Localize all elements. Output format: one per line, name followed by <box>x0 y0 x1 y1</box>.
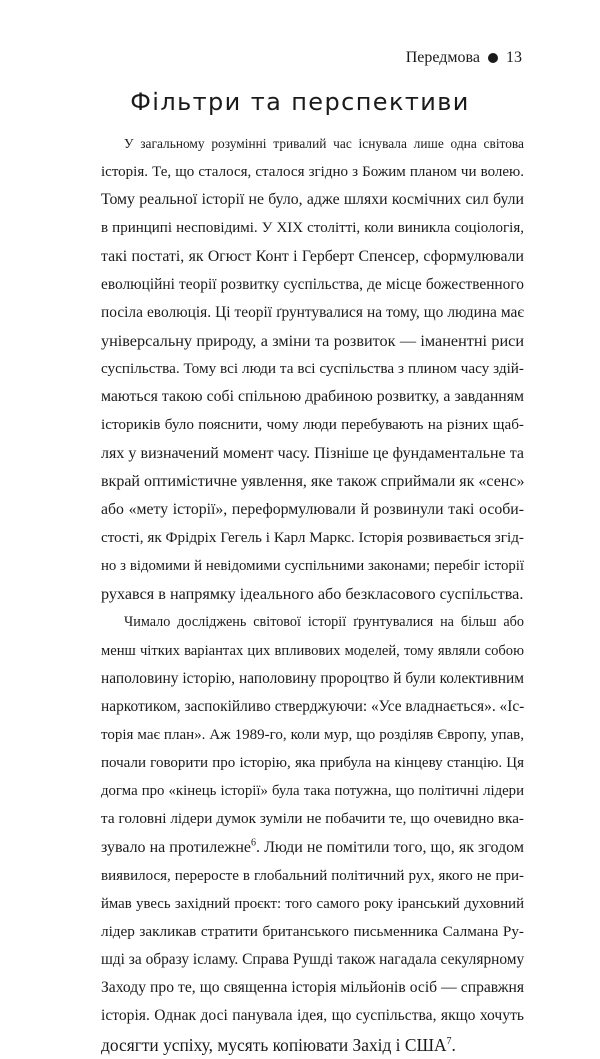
section-title: Передмова <box>405 49 480 66</box>
line-text: універсальну природу, а зміни та розвиток — іманентні риси <box>101 331 524 350</box>
text-line <box>101 834 524 862</box>
line-text-continued: . <box>451 1034 456 1055</box>
running-header <box>406 49 522 67</box>
line-text: такі постаті, як Огюст Конт і Герберт Спенсер, сформулювали <box>101 247 524 265</box>
text-line <box>101 862 524 890</box>
text-line <box>101 552 524 580</box>
text-line <box>101 946 524 974</box>
text-line <box>101 608 524 636</box>
text-line <box>101 721 524 749</box>
line-text: У загальному розумінні тривалий час існувала лише одна світова <box>124 136 524 151</box>
line-text: менш чітких варіантах цих впливових моделей, тому являли собою <box>101 642 524 659</box>
line-text: Тому реальної історії не було, адже шляхи космічних сил були <box>101 191 524 209</box>
line-text: еволюційні теорії розвитку суспільства, де місце божественного <box>101 275 524 293</box>
line-text: догма про «кінець історії» була така потужна, що політичні лідери <box>101 783 524 800</box>
text-line <box>101 580 524 608</box>
bullet-dot-icon <box>488 53 498 63</box>
text-line <box>101 468 524 496</box>
line-text: історія. Те, що сталося, сталося згідно з Божим планом чи волею. <box>101 164 524 181</box>
footnote-marker: 7 <box>446 1035 452 1047</box>
text-line <box>101 777 524 805</box>
line-text: маються такою собі спільною драбиною розвитку, а завданням <box>101 388 524 406</box>
text-line <box>101 299 524 327</box>
line-text: ймав увесь західний проєкт: того самого року іранський духовний <box>101 895 524 912</box>
line-text: виявилося, переросте в глобальний політичний рух, якого не при- <box>101 867 524 884</box>
text-line <box>101 524 524 552</box>
text-line <box>101 665 524 693</box>
line-text: посіла еволюція. Ці теорії ґрунтувалися на тому, що людина має <box>101 303 524 321</box>
text-line <box>101 355 524 383</box>
footnote-marker: 6 <box>251 837 257 849</box>
text-line <box>101 327 524 355</box>
line-text: почали говорити про історію, яка прибула на кінцеву станцію. Ця <box>101 755 524 772</box>
line-text: суспільства. Тому всі люди та всі суспільства з плином часу здій- <box>101 360 524 378</box>
line-text: або «мету історії», переформулювали й розвинули такі особи- <box>101 500 524 518</box>
text-line <box>101 890 524 918</box>
text-line <box>101 496 524 524</box>
line-text: лях у визначений момент часу. Пізніше це фундаментальне та <box>101 444 524 462</box>
line-text: досягти успіху, мусять копіювати Захід і США <box>101 1034 447 1055</box>
text-line <box>101 749 524 777</box>
section-heading: Фільтри та перспективи <box>130 88 470 116</box>
line-text: та головні лідери думок зуміли не побачити те, що очевидно вка- <box>101 810 524 828</box>
line-text: стості, як Фрідріх Гегель і Карл Маркс. Історія розвивається згід- <box>101 528 524 546</box>
text-line <box>101 214 524 242</box>
line-text: в принципі несповідимі. У XIX столітті, коли виникла соціологія, <box>101 220 524 237</box>
line-text: Чимало досліджень світової історії ґрунтувалися на більш або <box>124 614 524 631</box>
line-text: істориків було пояснити, чому люди перебувають на різних щаб- <box>101 416 524 434</box>
text-line <box>101 918 524 946</box>
line-text: лідер закликав стратити британського письменника Салмана Ру- <box>101 922 524 940</box>
text-line <box>101 383 524 411</box>
page-number: 13 <box>506 49 522 66</box>
text-line <box>101 637 524 665</box>
line-text: рухався в напрямку ідеального або безкласового суспільства. <box>101 585 524 604</box>
text-line <box>101 271 524 299</box>
text-line <box>101 158 524 186</box>
line-text: історія. Однак досі панувала ідея, що суспільства, якщо хочуть <box>101 1007 524 1025</box>
text-line <box>101 440 524 468</box>
line-text: шді за образу ісламу. Справа Рушді також нагадала секулярному <box>101 951 525 969</box>
text-line <box>101 805 524 833</box>
text-line <box>101 411 524 439</box>
line-text: наркотиком, заспокійливо стверджуючи: «Усе владнається». «Іс- <box>101 697 525 715</box>
text-line <box>101 130 524 158</box>
line-text: вкрай оптимістичне уявлення, яке також сприймали як «сенс» <box>101 472 525 490</box>
text-line <box>101 243 524 271</box>
line-text-continued: . Люди не помітили того, що, як згодом <box>256 838 525 856</box>
line-text: но з відомими й невідомими суспільними законами; перебіг історії <box>101 558 524 575</box>
line-text: зувало на протилежне <box>101 838 252 856</box>
text-line <box>101 974 524 1002</box>
text-line <box>101 1031 524 1059</box>
body-text <box>101 130 524 1059</box>
text-line <box>101 693 524 721</box>
line-text: торія має план». Аж 1989-го, коли мур, що розділяв Європу, упав, <box>101 726 524 743</box>
text-line <box>101 186 524 214</box>
text-line <box>101 1002 524 1030</box>
line-text: Заходу про те, що священна історія мільйонів осіб — справжня <box>101 979 524 997</box>
line-text: наполовину історію, наполовину пророцтво й були колективним <box>101 669 524 687</box>
